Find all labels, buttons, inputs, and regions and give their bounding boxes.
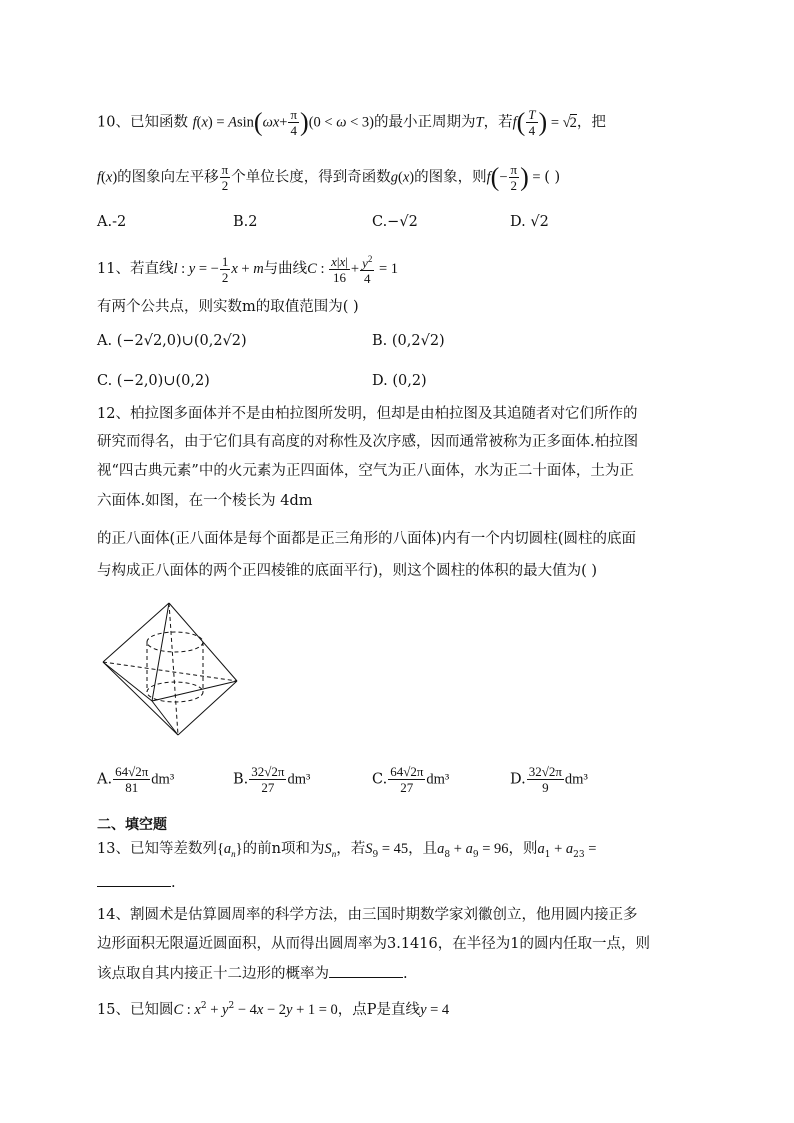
q10-option-c: C.−√2	[372, 214, 418, 230]
q12-line3: 视“四古典元素”中的火元素为正四面体，空气为正八面体，水为正二十面体，土为正	[97, 463, 634, 479]
octahedron-cylinder-figure	[100, 600, 245, 740]
q12-number: 12、	[97, 406, 130, 422]
q12-line2: 研究而得名，由于它们具有高度的对称性及次序感，因而通常被称为正多面体.柏拉图	[97, 434, 639, 450]
q15-line1: 15、已知圆C : $x^2 + y^2 - 4x - 2y + 1 = 0$，点P是直线y = 4	[97, 1001, 450, 1018]
q14-line2: 边形面积无限逼近圆面积，从而得出圆周率为3.1416，在半径为1的圆内任取一点，则	[97, 936, 650, 952]
q14-line1: 14、割圆术是估算圆周率的科学方法，由三国时期数学家刘徽创立，他用圆内接正多	[97, 907, 638, 923]
q10-line2: f(x)的图象向左平移 $\frac{\pi}{2}$ 个单位长度，得到奇函数g(x)的图象，则f(− $\frac{\pi}{2}$ ) = ( )	[97, 162, 561, 193]
q10-number: 10、	[97, 114, 130, 131]
q10-function-def: f	[192, 114, 197, 131]
q14-line3: 该点取自其内接正十二边形的概率为 .	[97, 963, 408, 985]
q10-option-a: A.-2	[97, 214, 127, 230]
section-title: 二、填空题	[97, 817, 167, 833]
q10-line1: 10、已知函数 f(x) = Asin(ωx+ $\frac{\pi}{4}$ )(0 < ω < 3)的最小正周期为T，若f( $\frac{T}{4}$ ) = √2，把	[97, 107, 606, 138]
q11-line1: 11、若直线l : y = − $\frac{1}{2}$ x + m与曲线C : $\frac{x|x|}{16}$ + $\frac{y^2}{4}$ = 1	[97, 253, 399, 287]
q13-line1: 13、已知等差数列$\{a_n\}$的前n项和为$S_n$，若$S_9 = 45$，且$a_8 + a_9 = 96$，则$a_1 + a_{23}$ =	[97, 841, 597, 860]
q10-option-d: D. √2	[510, 214, 549, 230]
q13-answer-line: .	[97, 872, 176, 894]
q11-option-c: C. (−2,0)∪(0,2)	[97, 373, 210, 389]
q14-answer-blank[interactable]	[329, 963, 403, 978]
q12-option-c: C. $\frac{64√2\pi}{27}$ dm³	[372, 764, 450, 795]
q12-line1: 12、柏拉图多面体并不是由柏拉图所发明，但却是由柏拉图及其追随者对它们所作的	[97, 406, 638, 422]
q11-option-d: D. (0,2)	[372, 373, 427, 389]
q11-option-a: A. (−2√2,0)∪(0,2√2)	[97, 333, 247, 349]
q11-number: 11、	[97, 261, 130, 278]
q12-line6: 与构成正八面体的两个正四棱锥的底面平行)，则这个圆柱的体积的最大值为( )	[97, 563, 598, 579]
q10-option-b: B.2	[233, 214, 258, 230]
q15-number: 15、	[97, 1001, 130, 1018]
q12-line4: 六面体.如图，在一个棱长为 4dm	[97, 493, 313, 509]
q12-option-a: A. $\frac{64√2\pi}{81}$ dm³	[97, 764, 175, 795]
q11-line2: 有两个公共点，则实数m的取值范围为( )	[97, 299, 359, 315]
q13-number: 13、	[97, 841, 130, 857]
q14-number: 14、	[97, 907, 130, 923]
q12-option-d: D. $\frac{32√2\pi}{9}$ dm³	[510, 764, 588, 795]
q12-line5: 的正八面体(正八面体是每个面都是正三角形的八面体)内有一个内切圆柱(圆柱的底面	[97, 531, 636, 547]
q11-option-b: B. (0,2√2)	[372, 333, 445, 349]
q13-answer-blank[interactable]	[97, 872, 171, 887]
q10-prefix: 已知函数	[129, 114, 188, 131]
q12-option-b: B. $\frac{32√2\pi}{27}$ dm³	[233, 764, 311, 795]
